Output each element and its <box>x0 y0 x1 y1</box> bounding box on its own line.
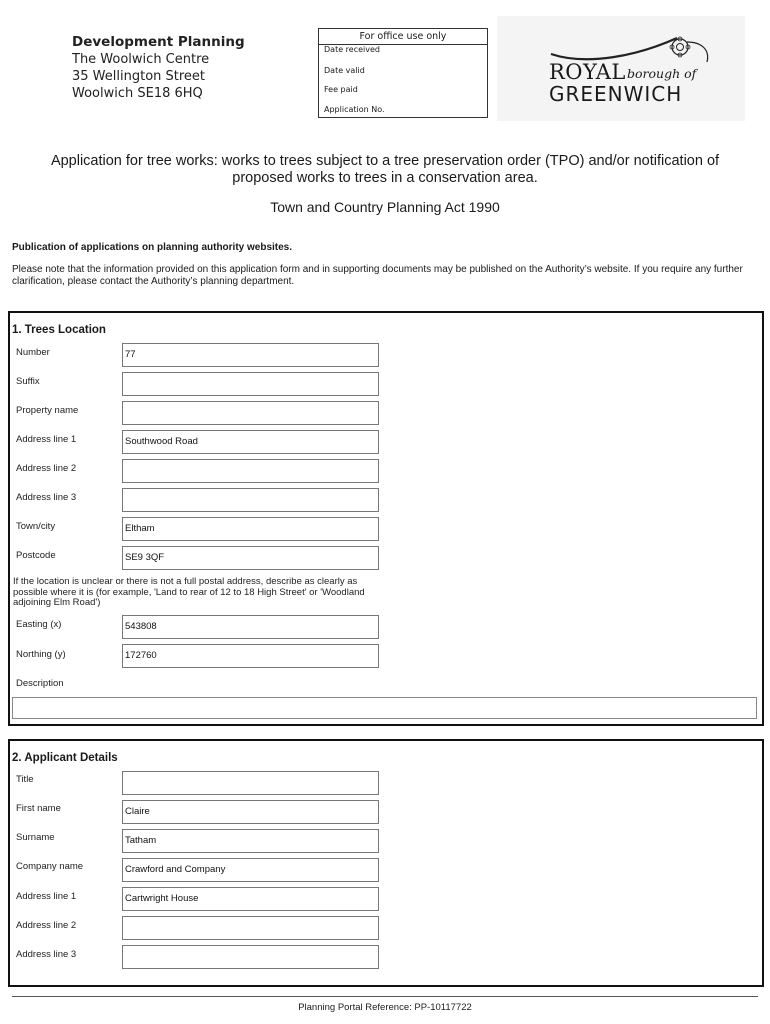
postcode-label: Postcode <box>16 550 56 561</box>
title-label: Title <box>16 774 34 785</box>
royal-greenwich-logo <box>497 16 745 121</box>
office-date-valid: Date valid <box>324 66 365 75</box>
address-line-3-label: Address line 3 <box>16 492 77 503</box>
northing-field[interactable]: 172760 <box>122 644 379 668</box>
description-label: Description <box>16 678 64 689</box>
publication-text: Please note that the information provided on this application form and in supporting documents may be published on the Authority’s website. If you require any further clarification, please contact the Authority’s planning department. <box>12 264 743 287</box>
number-field[interactable]: 77 <box>122 343 379 367</box>
easting-field[interactable]: 543808 <box>122 615 379 639</box>
suffix-label: Suffix <box>16 376 40 387</box>
easting-label: Easting (x) <box>16 619 62 630</box>
office-use-title: For office use only <box>319 29 487 45</box>
address-line-1-field[interactable]: Southwood Road <box>122 430 379 454</box>
act-title: Town and Country Planning Act 1990 <box>270 199 500 215</box>
applicant-address-line-1-field[interactable]: Cartwright House <box>122 887 379 911</box>
address-line-1-label: Address line 1 <box>16 434 77 445</box>
applicant-address-line-2-label: Address line 2 <box>16 920 77 931</box>
property-name-label: Property name <box>16 405 79 416</box>
section-applicant-details <box>8 739 764 987</box>
town-city-label: Town/city <box>16 521 56 532</box>
section-1-title: 1. Trees Location <box>12 324 106 336</box>
first-name-field[interactable]: Claire <box>122 800 379 824</box>
surname-label: Surname <box>16 832 55 843</box>
first-name-label: First name <box>16 803 61 814</box>
logo-borough: borough of <box>627 66 697 81</box>
department-name: Development Planning <box>72 34 245 50</box>
form-title: Application for tree works: works to trees subject to a tree preservation order (TPO) and/or notification of proposed works to trees in a conservation area. <box>50 153 720 186</box>
town-city-field[interactable]: Eltham <box>122 517 379 541</box>
address-line: Woolwich SE18 6HQ <box>72 86 203 101</box>
company-name-label: Company name <box>16 861 84 872</box>
number-label: Number <box>16 347 50 358</box>
office-use-box <box>318 28 488 118</box>
applicant-address-line-1-label: Address line 1 <box>16 891 77 902</box>
office-date-received: Date received <box>324 45 380 54</box>
publication-heading: Publication of applications on planning authority websites. <box>12 242 293 253</box>
footer-divider <box>12 996 758 997</box>
section-2-title: 2. Applicant Details <box>12 752 118 764</box>
office-fee-paid: Fee paid <box>324 85 358 94</box>
address-line: 35 Wellington Street <box>72 69 206 84</box>
postcode-field[interactable]: SE9 3QF <box>122 546 379 570</box>
logo-greenwich: GREENWICH <box>549 82 683 106</box>
planning-portal-reference: Planning Portal Reference: PP-10117722 <box>298 1002 472 1013</box>
northing-label: Northing (y) <box>16 649 66 660</box>
location-hint: If the location is unclear or there is not a full postal address, describe as clearly as possible where it is (for example, 'Land to rear of 12 to 18 High Street' or 'Woodland adjoining Elm Road') <box>13 576 365 608</box>
office-application-no: Application No. <box>324 105 385 114</box>
logo-royal: ROYAL <box>549 60 626 84</box>
address-line-2-label: Address line 2 <box>16 463 77 474</box>
surname-field[interactable]: Tatham <box>122 829 379 853</box>
company-name-field[interactable]: Crawford and Company <box>122 858 379 882</box>
address-line: The Woolwich Centre <box>72 52 210 67</box>
council-address <box>72 34 245 102</box>
section-trees-location <box>8 311 764 726</box>
applicant-address-line-3-label: Address line 3 <box>16 949 77 960</box>
